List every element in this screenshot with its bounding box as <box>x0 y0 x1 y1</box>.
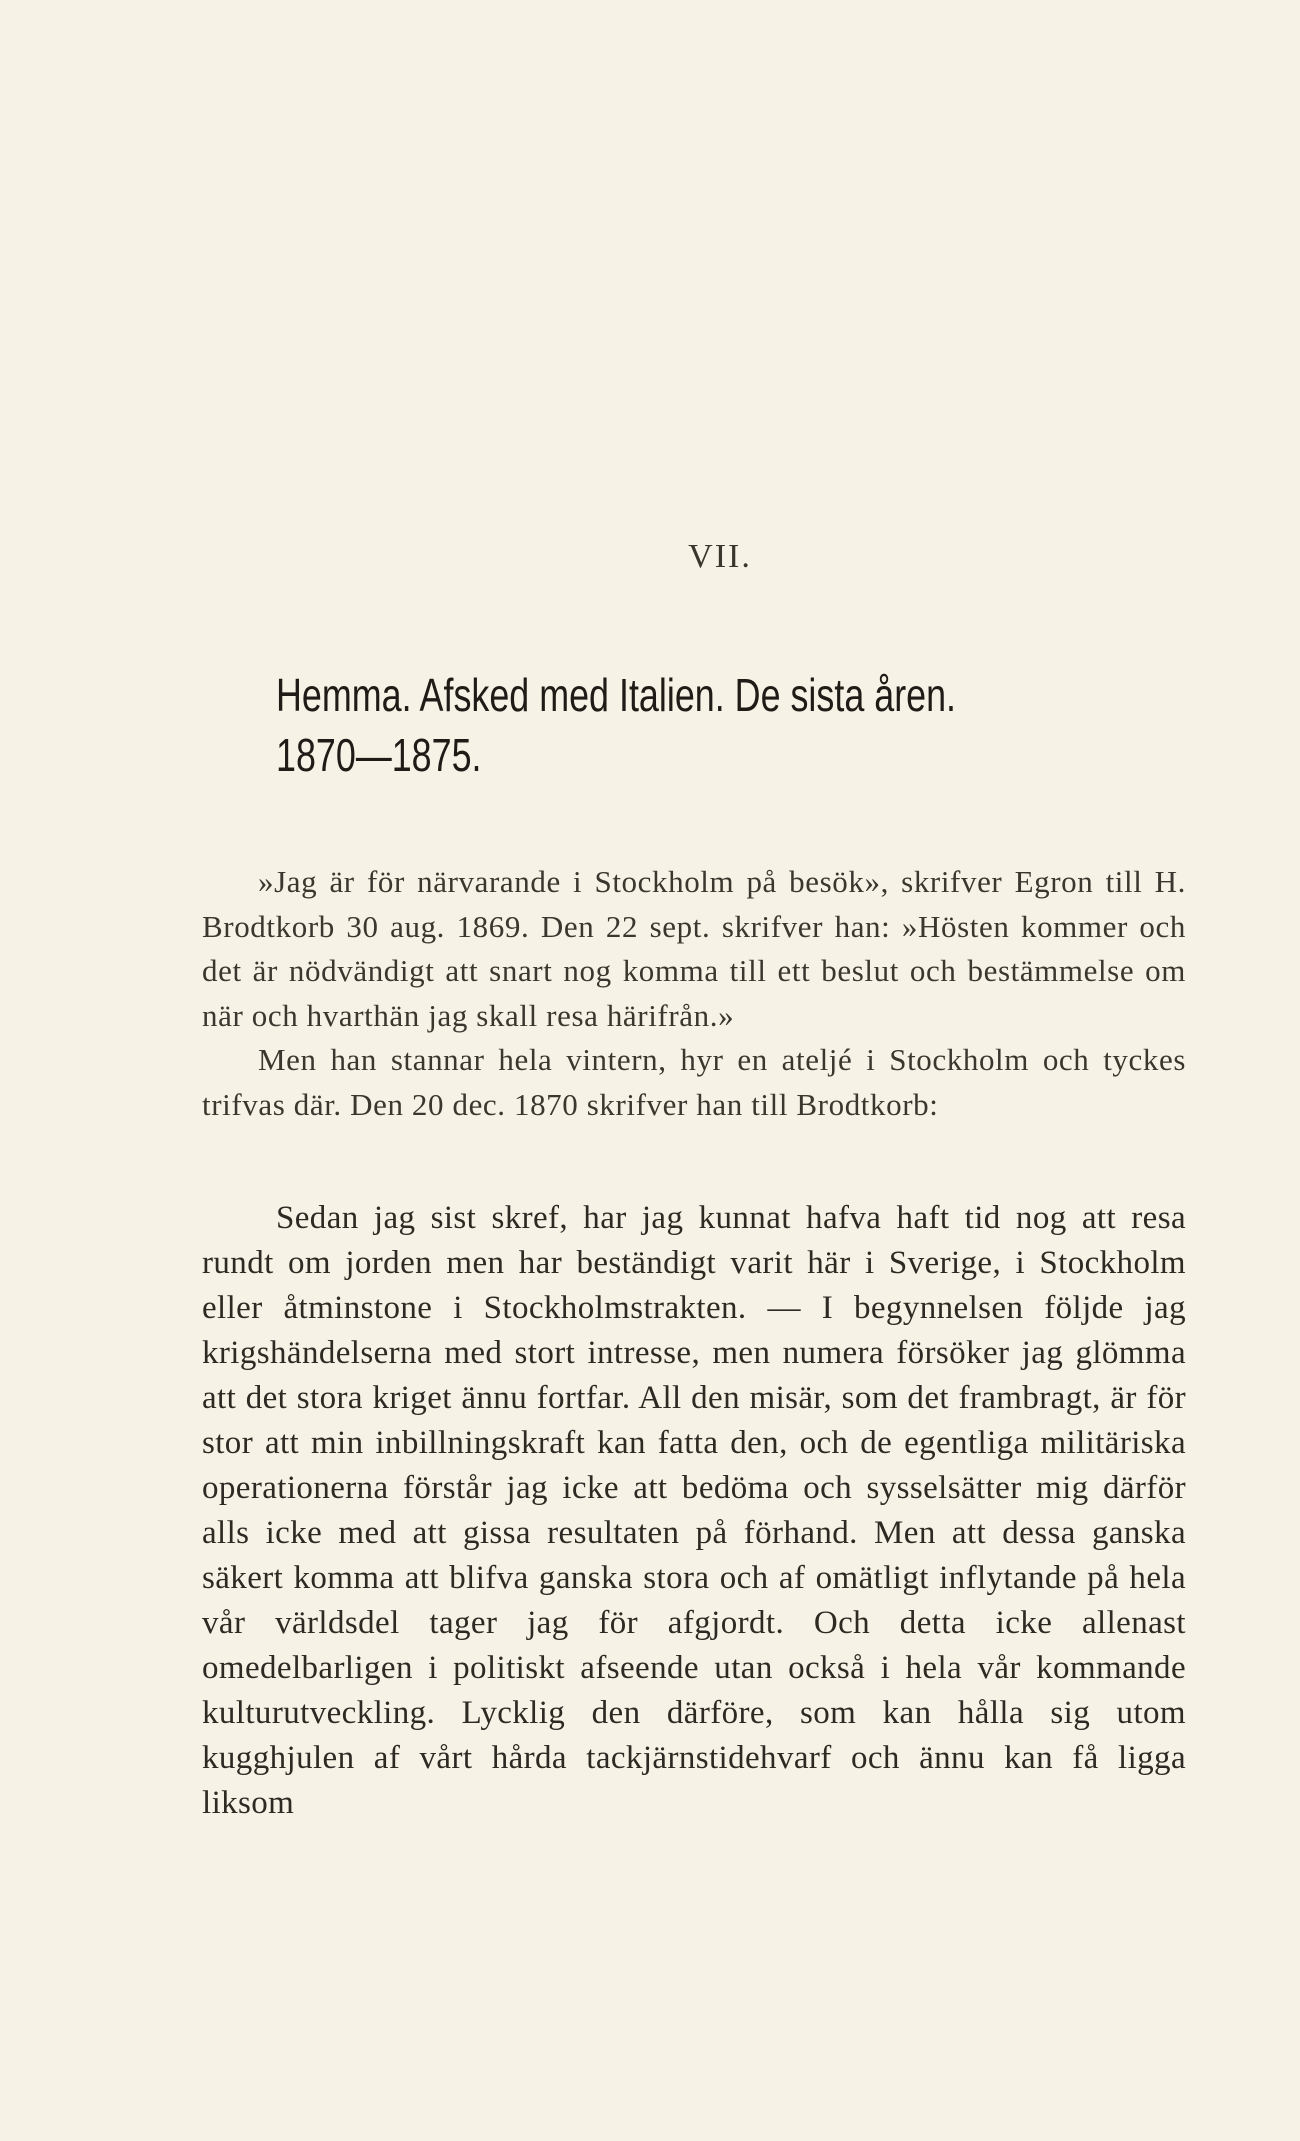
letter-paragraph: Sedan jag sist skref, har jag kunnat hafva haft tid nog att resa rundt om jorden men har beständigt varit här i Sverige, i Stockholm eller åtminstone i Stockholmstrakten. — I begynnelsen följde jag krigshändelserna med stort intresse, men numera försöker jag glömma att det stora kriget ännu fortfar. All den misär, som det frambragt, är för stor att min inbillningskraft kan fatta den, och de egentliga militäriska operationerna förstår jag icke att bedöma och sysselsätter mig därför alls icke med att gissa resultaten på förhand. Men att dessa ganska säkert komma att blifva ganska stora och af omätligt inflytande på hela vår världsdel tager jag för afgjordt. Och detta icke allenast omedelbarligen i politiskt afseende utan också i hela vår kommande kulturutveckling. Lycklig den därföre, som kan hålla sig utom kugghjulen af vårt hårda tackjärnstidehvarf och ännu kan få ligga liksom <box>202 1200 1186 1821</box>
chapter-title-years: 1870—1875. <box>276 729 482 781</box>
chapter-number: VII. <box>688 538 752 575</box>
chapter-title-line-1: Hemma. Afsked med Italien. De sista åren. <box>276 669 957 721</box>
letter-quote <box>202 1196 1186 1826</box>
intro-paragraph-1: »Jag är för närvarande i Stockholm på besök», skrifver Egron till H. Brodtkorb 30 aug. 1869. Den 22 sept. skrifver han: »Hösten kommer och det är nödvändigt att snart nog komma till ett beslut och bestämmelse om när och hvarthän jag skall resa härifrån.» <box>202 864 1186 1033</box>
chapter-title <box>276 665 978 785</box>
intro-text <box>202 860 1186 1127</box>
intro-paragraph-2: Men han stannar hela vintern, hyr en atelјé i Stockholm och tyckes trifvas där. Den 20 dec. 1870 skrifver han till Brodtkorb: <box>202 1042 1186 1122</box>
